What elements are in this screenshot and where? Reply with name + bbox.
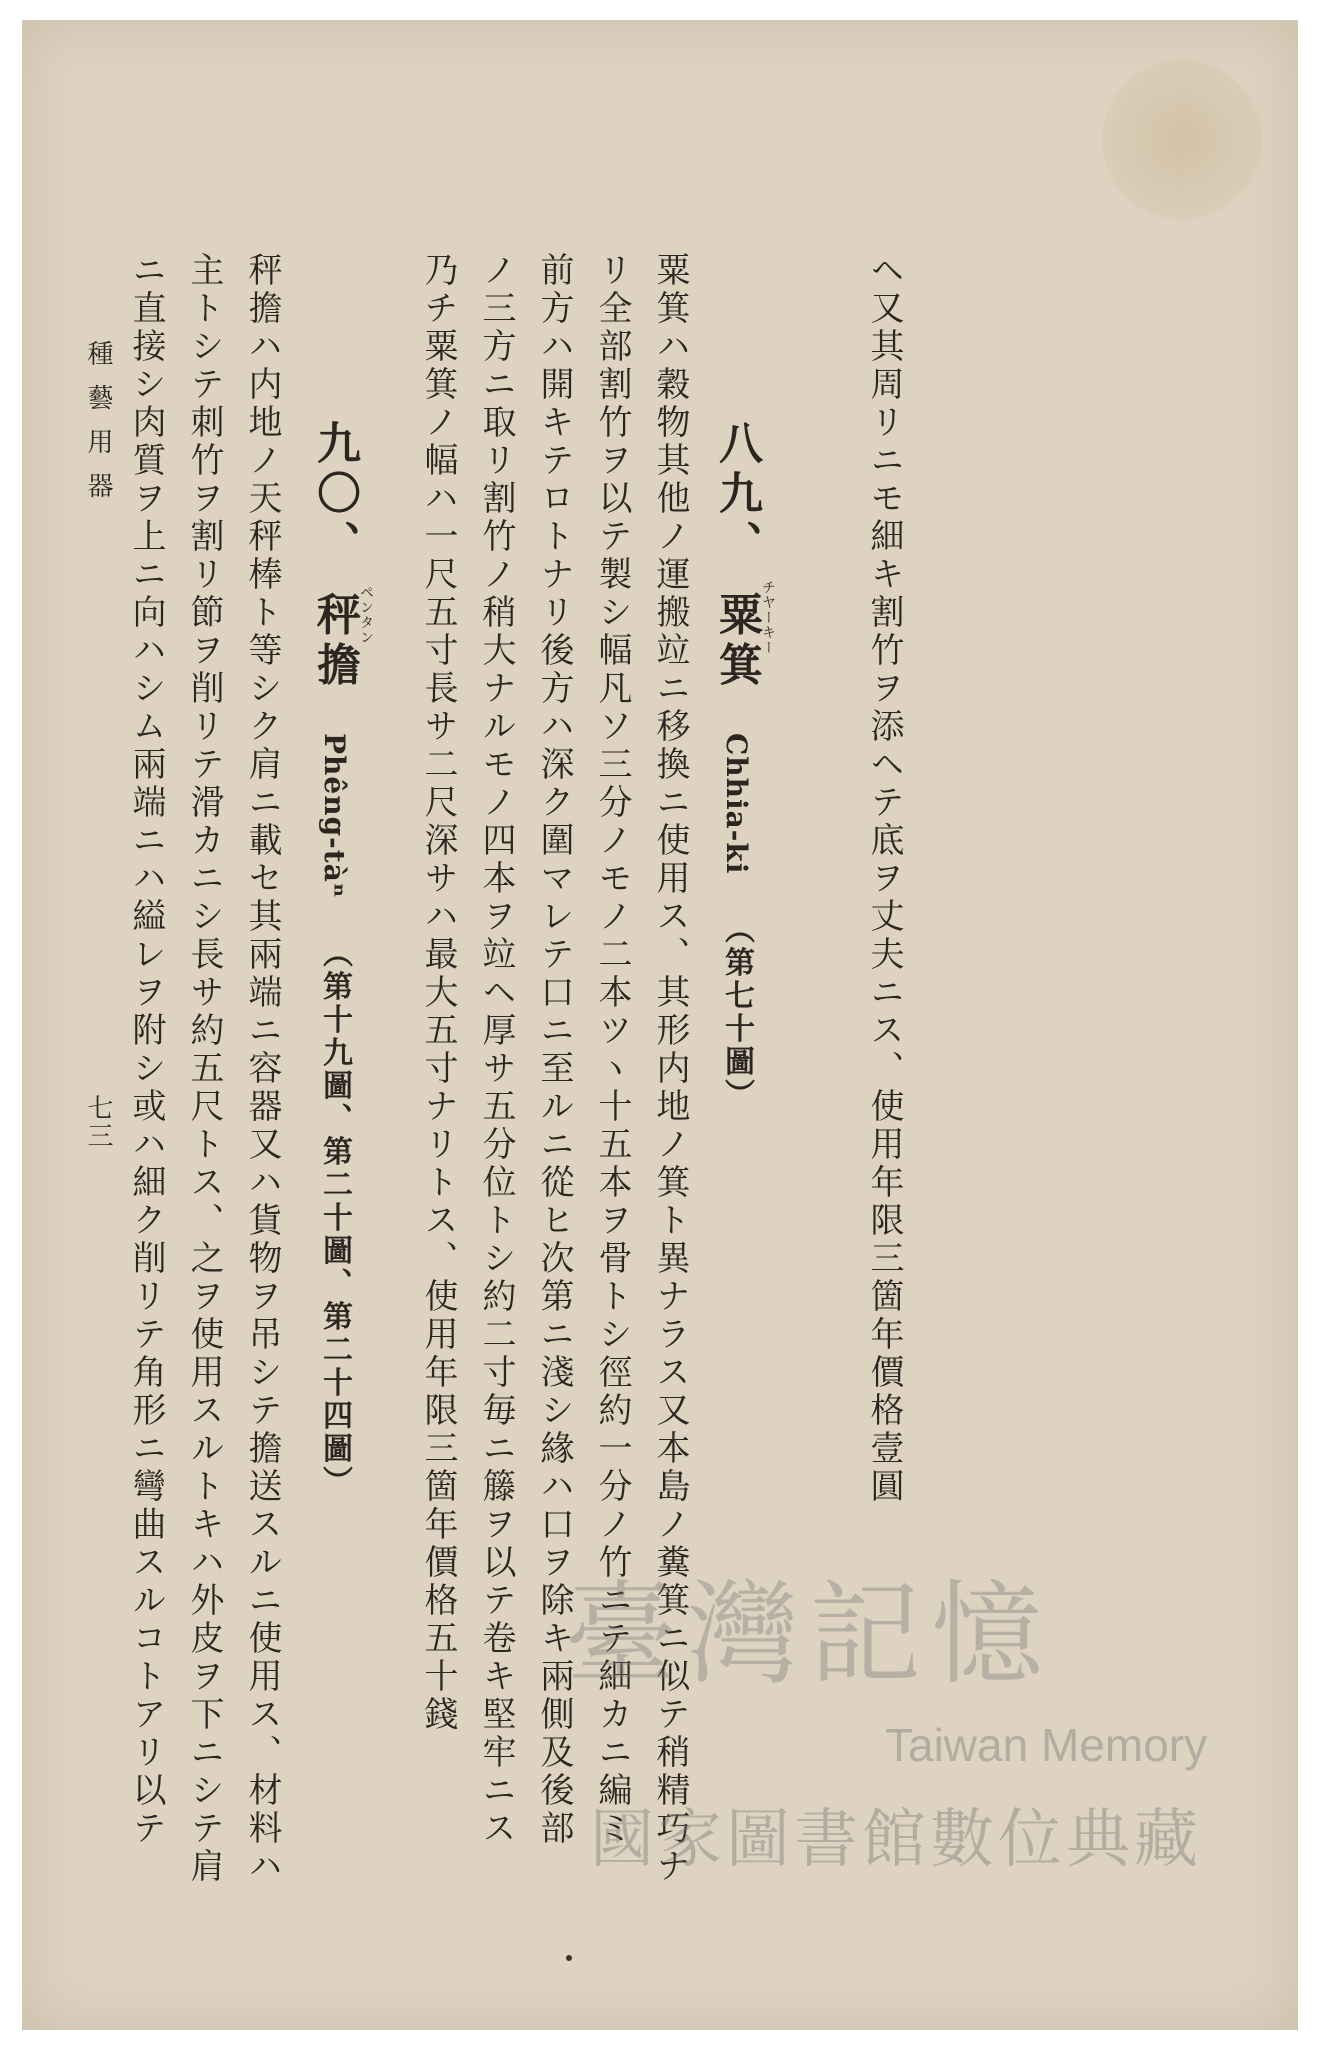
paper-stain <box>1102 60 1262 220</box>
section-90-figure-ref: （第十九圖、第二十圖、第二十四圖） <box>317 937 352 1499</box>
ink-dot <box>566 1955 572 1961</box>
text-column-4: 前方ハ開キテロトナリ後方ハ深ク圍マレテ口ニ至ルニ從ヒ次第ニ淺シ緣ハ口ヲ除キ兩側及後部 <box>534 252 574 1848</box>
page-number: 七三 <box>83 1094 113 1150</box>
section-89-romanization: Chhia-ki <box>720 732 753 875</box>
text-column-6: 乃チ粟箕ノ幅ハ一尺五寸長サ二尺深サハ最大五寸ナリトス、使用年限三箇年價格五十錢 <box>418 252 458 1734</box>
section-89-ruby: チヤーキー <box>760 580 776 655</box>
section-90-heading <box>309 420 360 1499</box>
text-column-5: ノ三方ニ取リ割竹ノ稍大ナルモノ四本ヲ竝ヘ厚サ五分位トシ約二寸毎ニ籐ヲ以テ卷キ堅牢ニス <box>476 252 516 1848</box>
section-90-ruby: ペンタン <box>358 585 374 645</box>
section-89-number: 八九、 <box>711 420 762 570</box>
watermark-english: Taiwan Memory <box>885 1719 1208 1771</box>
section-90-romanization: Phêng-tàⁿ <box>318 732 351 899</box>
watermark-chinese: 臺灣記憶 <box>565 1570 1053 1700</box>
text-column-3: リ全部割竹ヲ以テ製シ幅凡ソ三分ノモノ二本ツヽ十五本ヲ骨トシ徑約一分ノ竹ニテ細カニ編ミ <box>592 252 632 1848</box>
section-89-figure-ref: （第七十圖） <box>719 913 754 1112</box>
section-90-number: 九〇、 <box>309 420 360 570</box>
section-90-title: 秤擔 <box>309 591 360 692</box>
text-column-8: 主トシテ刺竹ヲ割リ節ヲ削リテ滑カニシ長サ約五尺トス、之ヲ使用スルトキハ外皮ヲ下ニシテ肩 <box>184 252 224 1886</box>
watermark-subtitle: 國家圖書館數位典藏 <box>590 1803 1202 1877</box>
section-89-heading <box>711 420 762 1112</box>
text-column-2: 粟箕ハ穀物其他ノ運搬竝ニ移換ニ使用ス、其形内地ノ箕ト異ナラス又本島ノ糞箕ニ似テ稍精巧ナ <box>650 252 690 1886</box>
section-89-title: 粟箕 <box>711 591 762 692</box>
text-column-7: 秤擔ハ内地ノ天秤棒ト等シク肩ニ載セ其兩端ニ容器又ハ貨物ヲ吊シテ擔送スルニ使用ス、材料ハ <box>242 252 282 1886</box>
text-column-9: ニ直接シ肉質ヲ上ニ向ハシム兩端ニハ縊レヲ附シ或ハ細ク削リテ角形ニ彎曲スルコトアリ以テ <box>126 252 166 1848</box>
text-column-1: ヘ又其周リニモ細キ割竹ヲ添ヘテ底ヲ丈夫ニス、使用年限三箇年價格壹圓 <box>864 252 904 1506</box>
chapter-footer: 種藝用器 <box>83 340 113 516</box>
